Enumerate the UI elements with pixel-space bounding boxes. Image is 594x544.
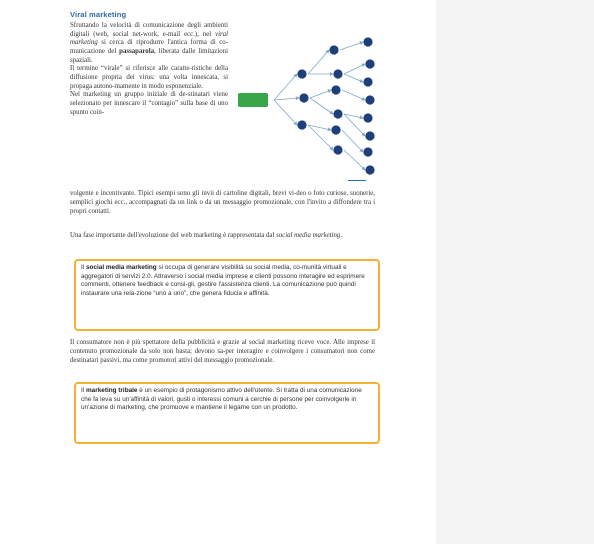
box2-text: è un esempio di protagonismo attivo dell'utente. Si tratta di una comunicazione che fa leva su un'affinità di valori, gusti o interessi comuni a cerchie di persone per coinvolgerle in un'azione di marketing, che promuove e mantiene il legame con un prodotto. <box>81 387 362 412</box>
evolution-end: . <box>340 232 343 239</box>
consumer-paragraph: Il consumatore non è più spettatore della pubblicità e grazie al social marketing riceve voce. Alle imprese il contenuto promozionale da solo non basta; devono sa-per interagire e coinvolgere i consumatori non come destinatari passivi, ma come promotori attivi del messaggio promozionale. <box>70 339 375 364</box>
tribal-marketing-box <box>74 382 380 444</box>
divider-line <box>348 180 366 181</box>
diagram-arrows <box>274 42 365 170</box>
box1-prefix: Il <box>81 264 86 271</box>
intro-paragraph <box>70 22 228 117</box>
intro-p1-b: si cerca di riprodurre l'antica forma di co-municazione del <box>70 39 228 55</box>
evolution-paragraph <box>70 232 375 241</box>
recipient-node-l3-1 <box>365 59 374 68</box>
intro-p1 <box>70 22 228 65</box>
box1-bold: social media marketing <box>85 264 157 271</box>
recipient-node-l3-0 <box>363 37 372 46</box>
evolution-ital: social media marketing <box>276 232 341 239</box>
recipient-node-l2-0 <box>329 45 338 54</box>
arrow-l2-3-5 <box>344 114 365 136</box>
section-title: Viral marketing <box>70 10 127 19</box>
intro-p1-ital: viral marketing <box>70 30 228 47</box>
arrow-l1-2-5 <box>308 125 333 150</box>
recipient-node-l1-2 <box>297 120 306 129</box>
recipient-node-l3-6 <box>363 147 372 156</box>
arrow-l2-5-7 <box>344 150 365 170</box>
evolution-text: Una fase importante dell'evoluzione del web marketing è rappresentata dal <box>70 232 277 239</box>
intro-p1-c: , liberata dalle limitazioni spaziali. <box>70 47 228 64</box>
social-media-marketing-box <box>74 259 380 331</box>
recipient-node-l1-1 <box>299 93 308 102</box>
recipient-node-l3-7 <box>365 165 374 174</box>
recipient-node-l2-1 <box>333 69 342 78</box>
recipient-node-l2-5 <box>333 145 342 154</box>
recipient-node-l2-4 <box>331 125 340 134</box>
arrow-l1-1-2 <box>310 90 331 98</box>
box2-bold: marketing tribale <box>85 387 138 394</box>
box2-prefix: Il <box>81 387 86 394</box>
arrow-l1-2-4 <box>308 125 331 130</box>
arrow-l2-2-3 <box>342 90 365 100</box>
arrow-l2-1-1 <box>344 64 365 74</box>
arrow-l1-1-3 <box>310 98 333 114</box>
box1-text: si occupa di generare visibilità su social media, co-munità virtuali e aggregatori di servizi 2.0. Attraverso i social media imprese e clienti possono interagire ed esprimere commenti, ottenere feedback e consi-gli, gestire l'assistenza clienti. La comunicazione può quindi instaurare una rela-zione “uno a uno”, che genera fiducia e affinità. <box>81 264 365 298</box>
recipient-node-l3-5 <box>365 131 374 140</box>
arrow-l2-4-6 <box>342 130 363 152</box>
arrow-l1-0-0 <box>308 50 329 74</box>
intro-p3: Nel marketing un gruppo iniziale di de-stinatari viene selezionato per innescare il “contagio” sulla base di uno spunto coin- <box>70 91 228 116</box>
recipient-node-l2-2 <box>331 85 340 94</box>
arrow-l2-0-0 <box>340 42 363 50</box>
source-node <box>238 93 268 107</box>
arrow-source-2 <box>274 100 297 125</box>
arrow-l2-1-2 <box>344 74 363 82</box>
diagram-nodes <box>238 37 375 174</box>
recipient-node-l3-4 <box>363 113 372 122</box>
continued-paragraph: volgente e incentivante. Tipici esempi sono gli invii di cartoline digitali, brevi vi-deo o foto curiose, suonerie, semplici giochi ecc., accompagnati da un link o da un messaggio promozionale, con l'invito a diffondere tra i propri contatti. <box>70 190 375 215</box>
recipient-node-l3-2 <box>363 77 372 86</box>
intro-p1-a: Sfruttando la velocità di comunicazione degli ambienti digitali (web, social net-work, e-mail ecc.), nel <box>70 22 228 38</box>
recipient-node-l2-3 <box>333 109 342 118</box>
intro-p1-bold: passaparola <box>119 47 155 55</box>
arrow-source-0 <box>274 74 297 100</box>
recipient-node-l1-0 <box>297 69 306 78</box>
recipient-node-l3-3 <box>365 95 374 104</box>
side-panel <box>436 0 594 544</box>
intro-p2: Il termine “virale” si riferisce alle caratte-ristiche della diffusione propria dei virus: una volta innescata, si propaga autono-mamente in modo esponenziale. <box>70 65 228 90</box>
arrow-source-1 <box>274 98 299 100</box>
viral-spread-diagram <box>234 30 384 180</box>
